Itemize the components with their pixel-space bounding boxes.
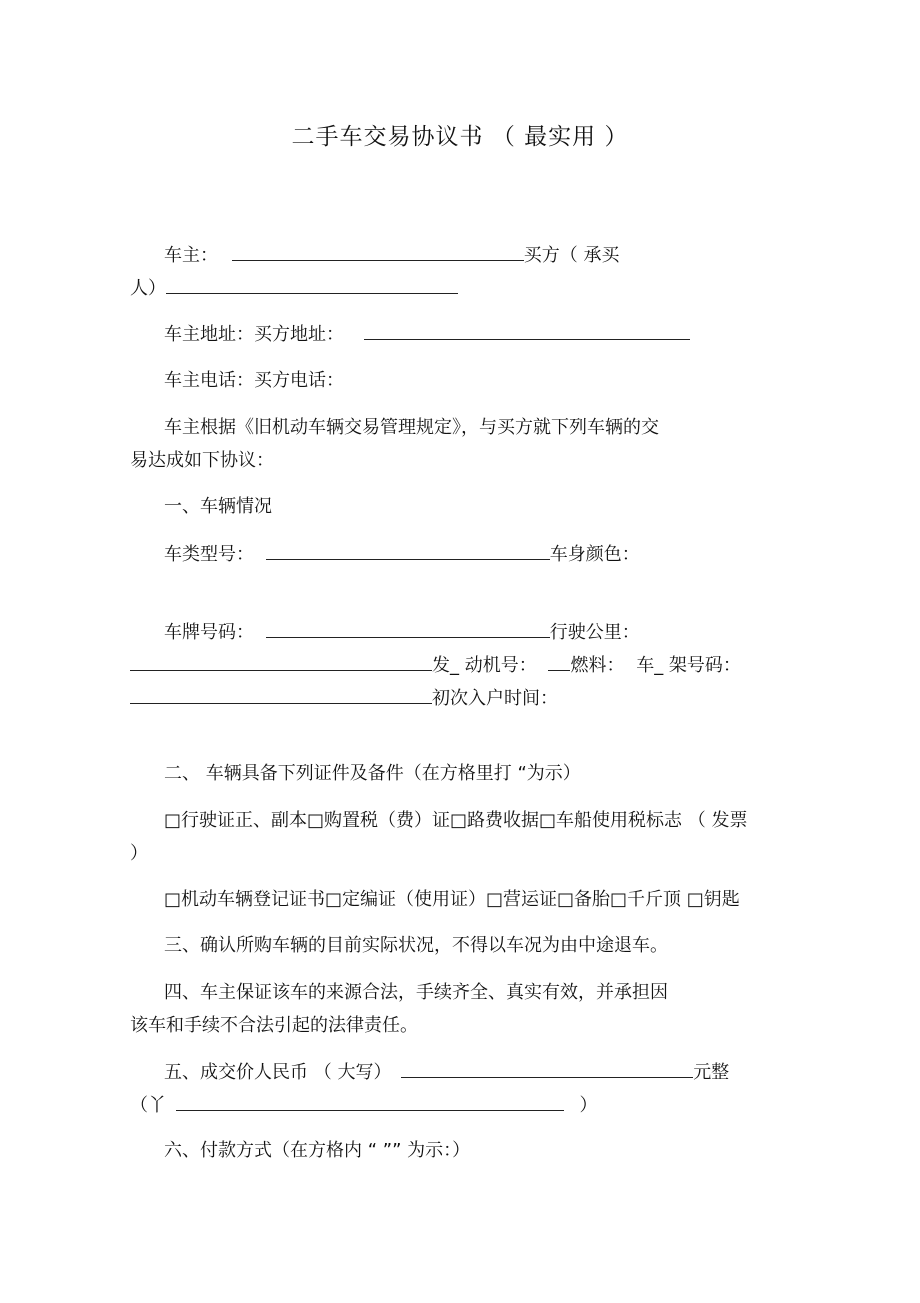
section-6-heading: 六、付款方式（在方格内 “ ”” 为示：） — [164, 1140, 471, 1161]
frame-label: 车_ 架号码： — [636, 655, 741, 676]
model-blank[interactable] — [266, 543, 550, 560]
plate-line — [164, 621, 640, 644]
price-number-close: ） — [579, 1095, 598, 1116]
section-1-heading: 一、车辆情况 — [164, 496, 272, 517]
price-number-open: （丫 — [130, 1095, 166, 1116]
fuel-label: 燃料： — [570, 655, 625, 676]
engine-line — [130, 654, 741, 677]
owner-blank[interactable] — [232, 244, 524, 261]
price-number-line — [130, 1094, 597, 1117]
model-line — [164, 543, 640, 566]
frame-blank[interactable] — [130, 687, 432, 704]
section-4-line-1: 四、车主保证该车的来源合法，手续齐全、真实有效，并承担因 — [164, 982, 668, 1003]
plate-label: 车牌号码： — [164, 622, 254, 643]
phone-line: 车主电话：买方电话： — [164, 370, 344, 391]
first-reg-line — [130, 687, 558, 710]
documents-line-1-cont: ） — [130, 843, 148, 864]
documents-line-1: □行驶证正、副本□购置税（费）证□路费收据□车船使用税标志 （ 发票 — [164, 810, 748, 831]
section-3: 三、确认所购车辆的目前实际状况，不得以车况为由中途退车。 — [164, 935, 668, 956]
documents-line-2: □机动车辆登记证书□定编证（使用证）□营运证□备胎□千斤顶 □钥匙 — [164, 889, 740, 910]
address-blank[interactable] — [364, 323, 690, 340]
price-words-blank[interactable] — [401, 1061, 693, 1078]
buyer-label-cont: 人） — [130, 278, 166, 299]
intro-line-2: 易达成如下协议： — [130, 450, 274, 471]
price-label: 五、成交价人民币 （ 大写） — [164, 1062, 392, 1083]
buyer-label: 买方（ 承买 — [523, 245, 620, 266]
section-4-line-2: 该车和手续不合法引起的法律责任。 — [130, 1015, 418, 1036]
document-title: 二手车交易协议书 （ 最实用 ） — [291, 124, 629, 150]
owner-line — [164, 244, 619, 267]
plate-blank[interactable] — [266, 621, 550, 638]
mileage-blank[interactable] — [130, 654, 432, 671]
owner-label: 车主： — [164, 245, 218, 266]
mileage-label: 行驶公里： — [549, 622, 640, 643]
address-line — [164, 323, 690, 346]
color-label: 车身颜色： — [549, 544, 640, 565]
price-unit: 元整 — [693, 1062, 730, 1083]
engine-label: 发_ 动机号： — [432, 655, 537, 676]
price-number-blank[interactable] — [176, 1094, 564, 1111]
section-2-heading: 二、 车辆具备下列证件及备件（在方格里打 “为示） — [164, 763, 581, 784]
first-reg-label: 初次入户时间： — [432, 688, 558, 709]
buyer-blank[interactable] — [166, 277, 458, 294]
buyer-line — [130, 277, 458, 300]
engine-blank[interactable] — [548, 654, 570, 671]
intro-line-1: 车主根据《旧机动车辆交易管理规定》，与买方就下列车辆的交 — [164, 417, 659, 438]
address-label: 车主地址：买方地址： — [164, 324, 344, 345]
model-label: 车类型号： — [164, 544, 254, 565]
price-line — [164, 1061, 729, 1084]
